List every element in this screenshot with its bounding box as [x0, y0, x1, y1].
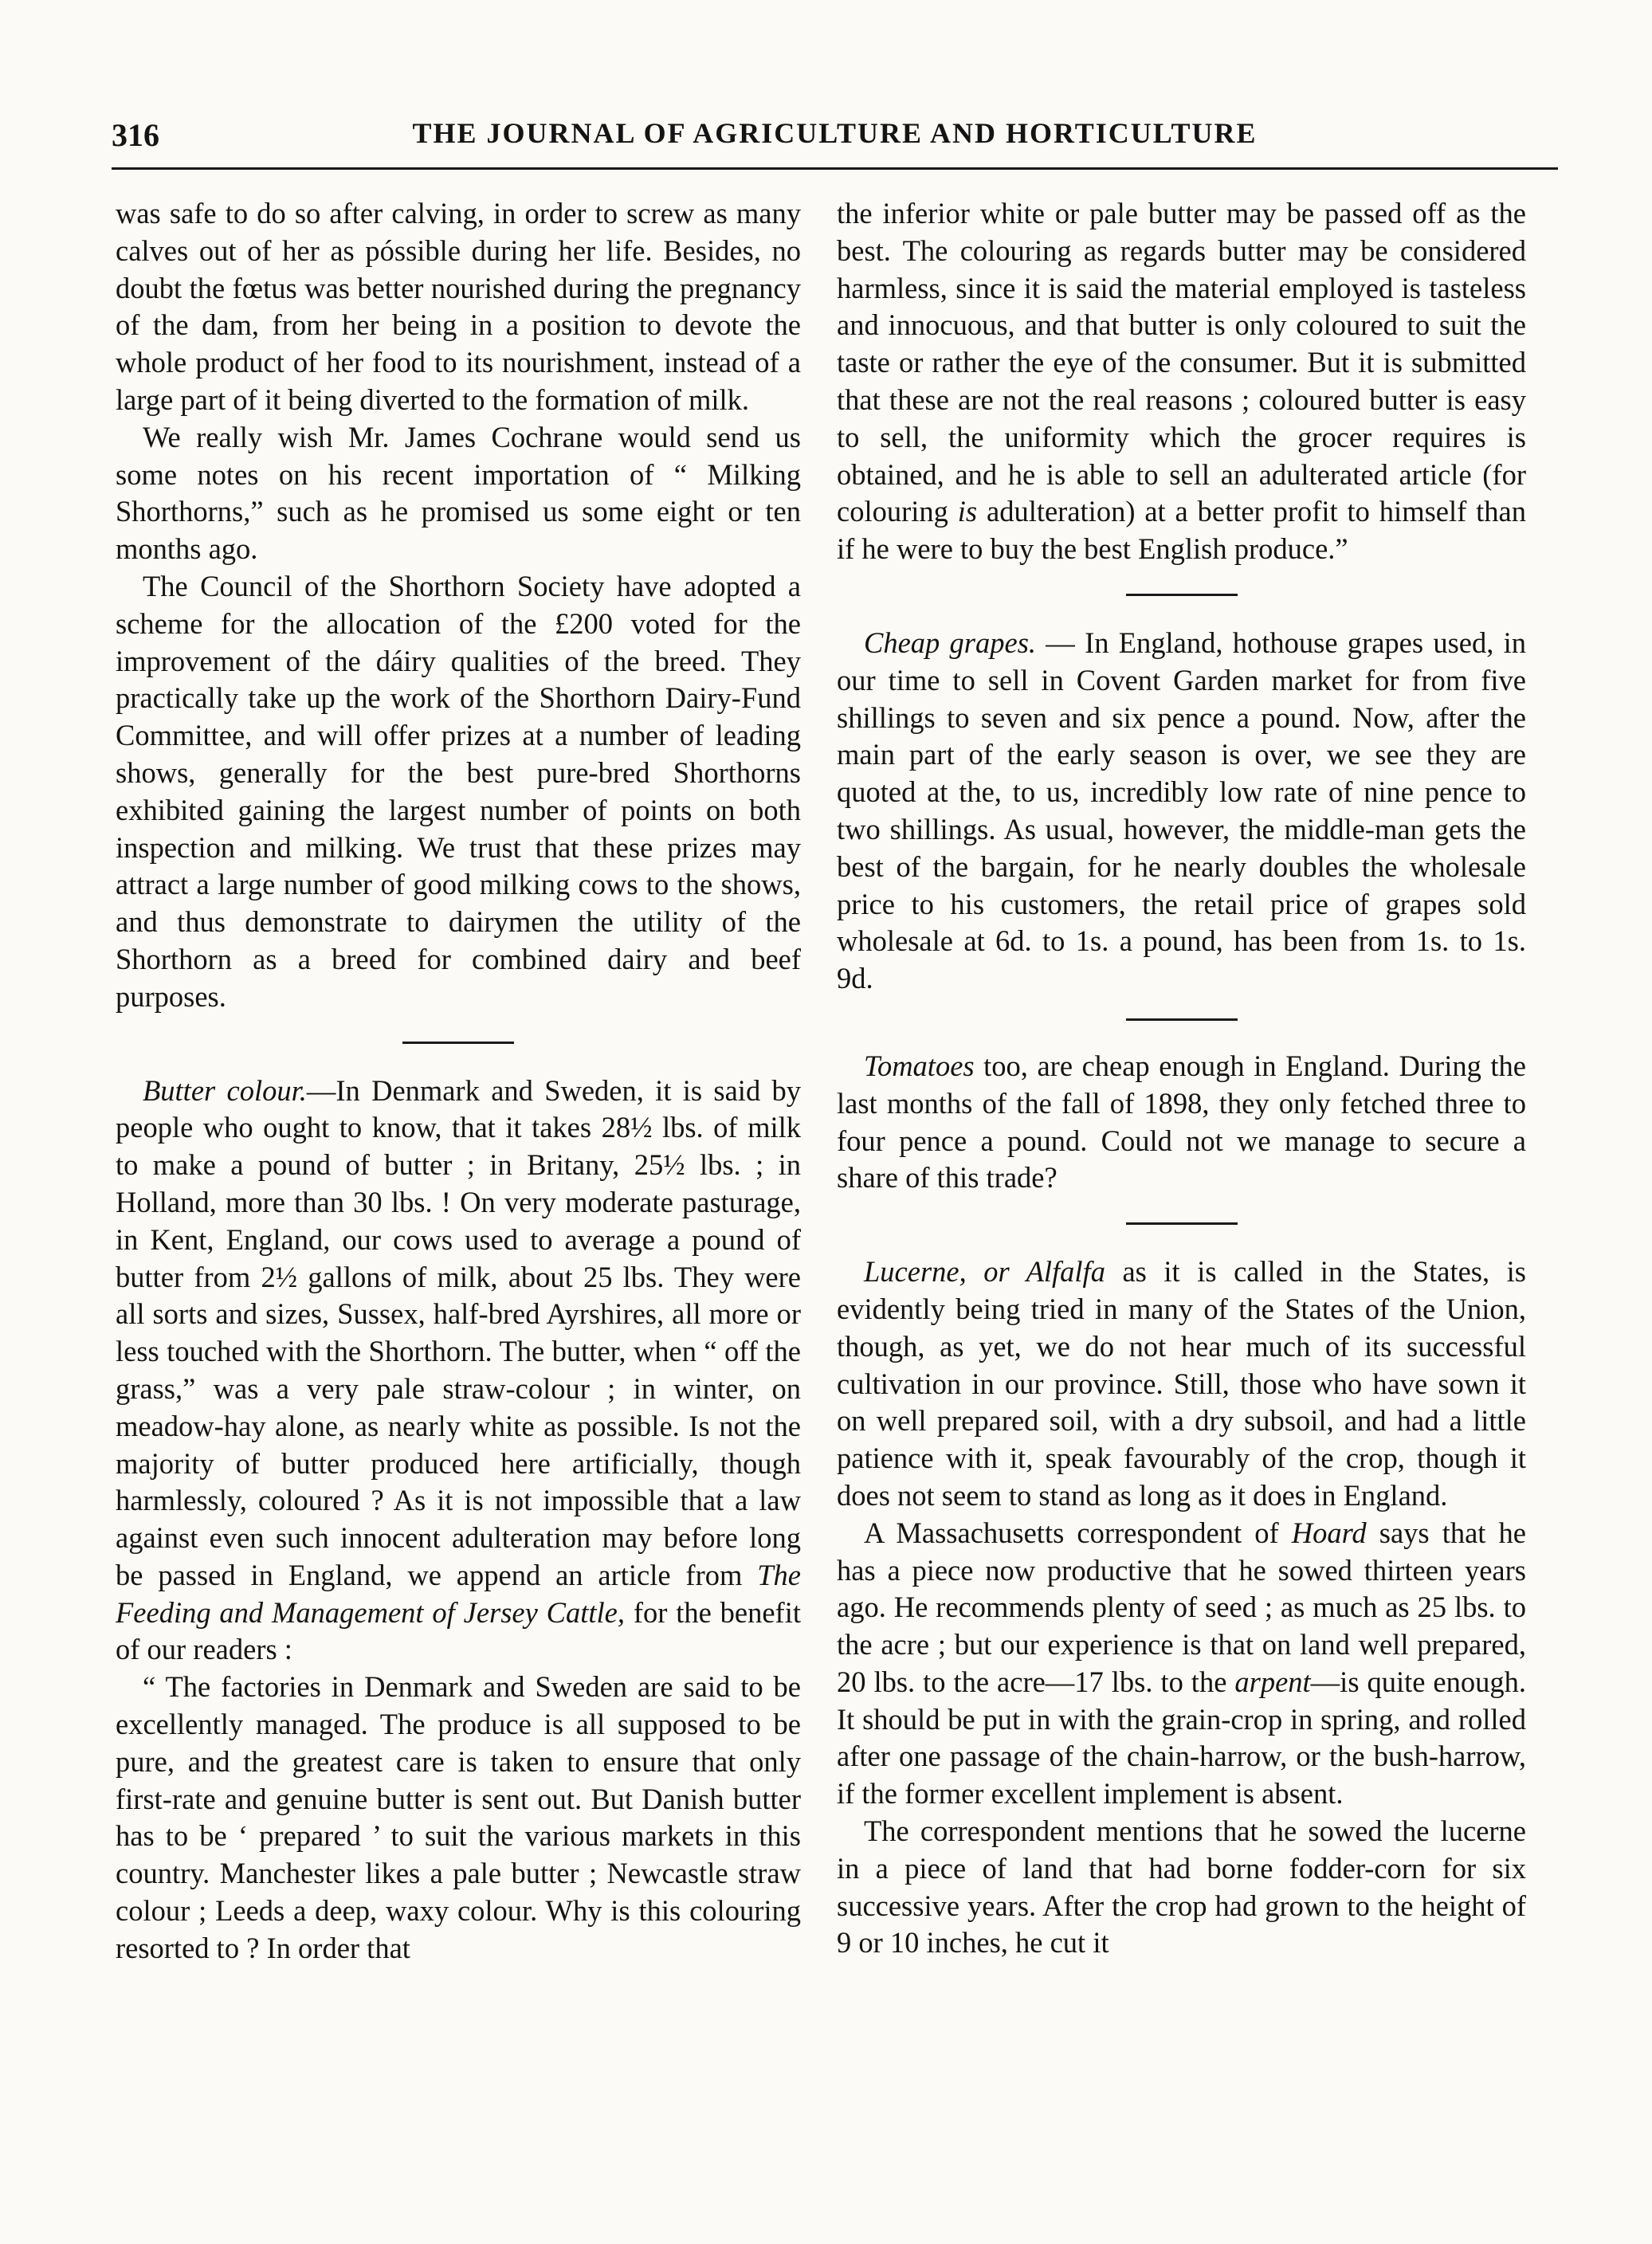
paragraph-cheap-grapes: [837, 625, 1526, 998]
lucerne-body: as it is called in the States, is evidently being tried in many of the States of the Union, though, as yet, we do not hear much of its successful cultivation in our province. Still, those who have sown it on well prepared soil, with a dry subsoil, and had a little patience with it, speak favourably of the crop, though it does not seem to stand as long as it does in England.: [837, 1255, 1526, 1512]
book-title: The Feeding and Management of Jersey Cattle,: [116, 1558, 801, 1629]
paragraph-tomatoes: [837, 1048, 1526, 1197]
page-number: 316: [112, 117, 159, 153]
section-separator: [1126, 594, 1238, 596]
section-separator: [1126, 1018, 1238, 1021]
page-header: [112, 112, 1558, 159]
massachusetts-c: —is quite enough. It should be put in with the grain-crop in spring, and rolled after one passage of the chain-harrow, or the bush-harrow, if the former excellent implement is absent.: [837, 1665, 1526, 1810]
lucerne-heading: Lucerne, or Alfalfa: [864, 1255, 1105, 1289]
arpent-term: arpent: [1234, 1665, 1311, 1698]
quote-continued-a: the inferior white or pale butter may be passed off as the best. The colouring as regards butter may be considered harmless, since it is said the material employed is tasteless and innocuous, and that butter is only coloured to suit the taste or rather the eye of the consumer. But it is submitted that these are not the real reasons ; coloured butter is easy to sell, the uniformity which the grocer requires is obtained, and he is able to sell an adulterated article (for colouring: [837, 197, 1526, 528]
running-head: THE JOURNAL OF AGRICULTURE AND HORTICULTURE: [412, 117, 1258, 149]
paragraph-calving: was safe to do so after calving, in order to screw as many calves out of her as póssible during her life. Besides, no doubt the fœtus was better nourished during the pregnancy of the dam, from her being in a position to devote the whole product of her food to its nourishment, instead of a large part of it being diverted to the formation of milk.: [116, 197, 801, 416]
butter-colour-body: —In Denmark and Sweden, it is said by people who ought to know, that it takes 28½ lbs. of milk to make a pound of butter ; in Britany, 25½ lbs. ; in Holland, more than 30 lbs. ! On very moderate pasturage, in Kent, England, our cows used to average a pound of butter from 2½ gallons of milk, about 25 lbs. They were all sorts and sizes, Sussex, half-bred Ayrshires, all more or less touched with the Shorthorn. The butter, when “ off the grass,” was a very pale straw-colour ; in winter, on meadow-hay alone, as nearly white as possible. Is not the majority of butter produced here artificially, though harmlessly, coloured ? As it is not impossible that a law against even such innocent adulteration may before long be passed in England, we append an article from: [116, 1073, 801, 1591]
butter-colour-heading: Butter colour.: [143, 1073, 307, 1107]
paragraph-quoted-article: “ The factories in Denmark and Sweden are said to be excellently managed. The produce is all supposed to be pure, and the greatest care is taken to ensure that only first-rate and genuine butter is sent out. But Danish butter has to be ‘ prepared ’ to suit the various markets in this country. Manchester likes a pale butter ; Newcastle straw colour ; Leeds a deep, waxy colour. Why is this colouring resorted to ? In order that: [116, 1670, 801, 1964]
right-column: [837, 195, 1526, 2203]
hoard-name: Hoard: [1291, 1516, 1367, 1549]
quote-continued-b: adulteration) at a better profit to himself than if he were to buy the best English produce.”: [837, 495, 1526, 566]
cheap-grapes-body: — In England, hothouse grapes used, in our time to sell in Covent Garden market for from five shillings to seven and six pence a pound. Now, after the main part of the early season is over, we see they are quoted at the, to us, incredibly low rate of nine pence to two shillings. As usual, however, the middle-man gets the best of the bargain, for he nearly doubles the wholesale price to his customers, the retail price of grapes sold wholesale at 6d. to 1s. a pound, has been from 1s. to 1s. 9d.: [837, 626, 1526, 995]
butter-colour-tail: for the benefit of our readers :: [116, 1595, 801, 1666]
emphasis-is: is: [957, 495, 978, 528]
paragraph-massachusetts: [837, 1515, 1526, 1813]
paragraph-lucerne: [837, 1253, 1526, 1515]
left-column: [116, 195, 801, 2203]
massachusetts-a: A Massachusetts correspondent of: [864, 1516, 1292, 1549]
header-rule: [112, 167, 1558, 170]
paragraph-shorthorn-council: The Council of the Shorthorn Society have adopted a scheme for the allocation of the £200 voted for the improvement of the dáiry qualities of the breed. They practically take up the work of the Shorthorn Dairy-Fund Committee, and will offer prizes at a number of leading shows, generally for the best pure-bred Shorthorns exhibited gaining the largest number of points on both inspection and milking. We trust that these prizes may attract a large number of good milking cows to the shows, and thus demonstrate to dairymen the utility of the Shorthorn as a breed for combined dairy and beef purposes.: [116, 569, 801, 1013]
paragraph-butter-colour: [116, 1073, 801, 1669]
paragraph-cochrane: We really wish Mr. James Cochrane would send us some notes on his recent importation of “ Milking Shorthorns,” such as he promised us some eight or ten months ago.: [116, 420, 801, 566]
section-separator: [1126, 1222, 1238, 1225]
massachusetts-b: says that he has a piece now productive that he sowed thirteen years ago. He recommends plenty of seed ; as much as 25 lbs. to the acre ; but our experience is that on land well prepared, 20 lbs. to the acre—17 lbs. to the: [837, 1516, 1526, 1698]
paragraph-correspondent: The correspondent mentions that he sowed the lucerne in a piece of land that had borne fodder-corn for six successive years. After the crop had grown to the height of 9 or 10 inches, he cut it: [837, 1814, 1526, 1960]
tomatoes-body: too, are cheap enough in England. During the last months of the fall of 1898, they only fetched three to four pence a pound. Could not we manage to secure a share of this trade?: [837, 1049, 1526, 1195]
tomatoes-heading: Tomatoes: [864, 1049, 975, 1082]
paragraph-quote-continued: [837, 195, 1526, 568]
cheap-grapes-heading: Cheap grapes.: [864, 626, 1037, 659]
section-separator: [402, 1042, 514, 1044]
